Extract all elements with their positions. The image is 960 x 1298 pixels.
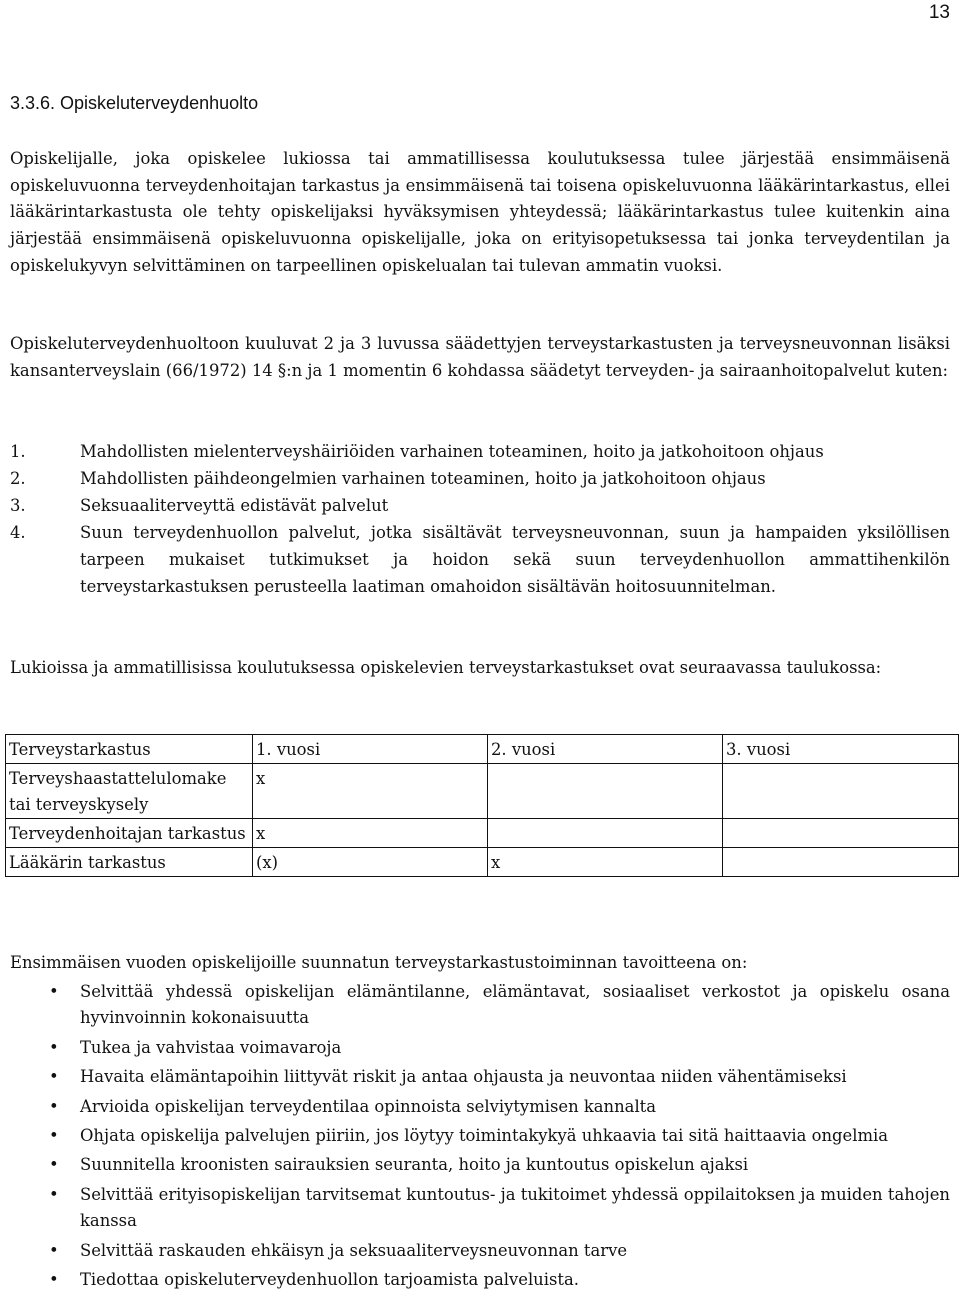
table-cell: x [253, 764, 488, 819]
list-number: 4. [10, 523, 26, 542]
list-item [10, 1182, 950, 1235]
list-item [10, 979, 950, 1032]
list-item-text: Suun terveydenhuollon palvelut, jotka sisältävät terveysneuvonnan, suun ja hampaiden yksilöllisen tarpeen mukaiset tutkimukset ja hoidon sekä suun terveydenhuollon ammattihenkilön terveystarkastuksen perusteella laatiman omahoidon sisältävän hoitosuunnitelman. [80, 523, 950, 596]
list-item-text: Arvioida opiskelijan terveydentilaa opinnoista selviytymisen kannalta [80, 1096, 657, 1116]
list-item-text: Mahdollisten mielenterveyshäiriöiden varhainen toteaminen, hoito ja jatkohoitoon ohjaus [80, 442, 824, 461]
list-item [10, 1123, 950, 1149]
list-item [10, 519, 950, 600]
list-item [10, 1267, 950, 1293]
list-item-text: Tiedottaa opiskeluterveydenhuollon tarjoamista palveluista. [80, 1270, 579, 1290]
table-row [6, 764, 959, 819]
list-item-text: Ohjata opiskelija palvelujen piiriin, jos löytyy toimintakykyä uhkaavia tai sitä haittaavia ongelmia [80, 1126, 889, 1146]
list-item [10, 492, 950, 519]
bullet-icon: • [49, 1067, 59, 1087]
table-header-cell: 1. vuosi [253, 735, 488, 764]
list-number: 1. [10, 442, 26, 461]
list-item-text: Selvittää yhdessä opiskelijan elämäntilanne, elämäntavat, sosiaaliset verkostot ja opiskelu osana hyvinvoinnin kokonaisuutta [80, 982, 950, 1028]
list-item-text: Suunnitella kroonisten sairauksien seuranta, hoito ja kuntoutus opiskelun ajaksi [80, 1155, 749, 1175]
list-item-text: Seksuaaliterveyttä edistävät palvelut [80, 496, 389, 515]
paragraph-table-intro: Lukioissa ja ammatillisissa koulutuksessa opiskelevien terveystarkastukset ovat seuraavassa taulukossa: [10, 658, 882, 677]
health-check-table [5, 734, 959, 877]
table-row [6, 848, 959, 877]
table-cell: Terveydenhoitajan tarkastus [6, 819, 253, 848]
bullet-icon: • [49, 1240, 59, 1260]
list-item [10, 1094, 950, 1120]
bullet-icon: • [49, 1155, 59, 1175]
paragraph-goals: Ensimmäisen vuoden opiskelijoille suunnatun terveystarkastustoiminnan tavoitteena on: [10, 953, 748, 972]
list-item [10, 465, 950, 492]
section-heading: 3.3.6. Opiskeluterveydenhuolto [10, 93, 259, 113]
bullet-icon: • [49, 1096, 59, 1116]
table-cell [723, 848, 959, 877]
table-header-cell: Terveystarkastus [6, 735, 253, 764]
table-cell [488, 819, 723, 848]
list-item [10, 1238, 950, 1264]
list-item-text: Mahdollisten päihdeongelmien varhainen toteaminen, hoito ja jatkohoitoon ohjaus [80, 469, 766, 488]
page-number: 13 [928, 2, 950, 23]
list-item-text: Selvittää erityisopiskelijan tarvitsemat kuntoutus- ja tukitoimet yhdessä oppilaitoksen ja muiden tahojen kanssa [80, 1184, 950, 1231]
table-cell [723, 819, 959, 848]
bullet-icon: • [49, 1126, 59, 1146]
numbered-list [10, 438, 950, 600]
bullet-icon: • [49, 1270, 59, 1290]
bullet-icon: • [49, 1037, 59, 1057]
list-item [10, 1064, 950, 1090]
table-row [6, 819, 959, 848]
table-header-row [6, 735, 959, 764]
list-item [10, 438, 950, 465]
table-cell: (x) [253, 848, 488, 877]
list-item [10, 1152, 950, 1178]
table-header-cell: 3. vuosi [723, 735, 959, 764]
bullet-icon: • [49, 1184, 59, 1204]
table-cell: x [253, 819, 488, 848]
table-cell [488, 764, 723, 819]
table-cell [723, 764, 959, 819]
table-cell: Terveyshaastattelulomake tai terveyskysely [6, 764, 253, 819]
bullet-icon: • [49, 982, 59, 1001]
list-number: 2. [10, 469, 26, 488]
table-cell: Lääkärin tarkastus [6, 848, 253, 877]
list-item-text: Havaita elämäntapoihin liittyvät riskit ja antaa ohjausta ja neuvontaa niiden vähentämiseksi [80, 1067, 847, 1087]
list-item-text: Selvittää raskauden ehkäisyn ja seksuaaliterveysneuvonnan tarve [80, 1240, 628, 1260]
list-item [10, 1035, 950, 1061]
list-number: 3. [10, 496, 26, 515]
paragraph-services: Opiskeluterveydenhuoltoon kuuluvat 2 ja 3 luvussa säädettyjen terveystarkastusten ja terveysneuvonnan lisäksi kansanterveyslain (66/1972) 14 §:n ja 1 momentin 6 kohdassa säädetyt terveyden- ja sairaanhoitopalvelut kuten: [10, 334, 950, 380]
goals-list [10, 979, 950, 1296]
table-header-cell: 2. vuosi [488, 735, 723, 764]
table-cell: x [488, 848, 723, 877]
paragraph-intro: Opiskelijalle, joka opiskelee lukiossa tai ammatillisessa koulutuksessa tulee järjestää ensimmäisenä opiskeluvuonna terveydenhoitajan tarkastus ja ensimmäisenä tai toisena opiskeluvuonna lääkärintarkastus, ellei lääkärintarkastusta ole tehty opiskelijaksi hyväksymisen yhteydessä; lääkärintarkastus tulee kuitenkin aina järjestää ensimmäisenä opiskeluvuonna opiskelijalle, joka on erityisopetuksessa tai jonka terveydentilan ja opiskelukyvyn selvittäminen on tarpeellinen opiskelualan tai tulevan ammatin vuoksi. [10, 149, 950, 275]
list-item-text: Tukea ja vahvistaa voimavaroja [80, 1037, 342, 1057]
